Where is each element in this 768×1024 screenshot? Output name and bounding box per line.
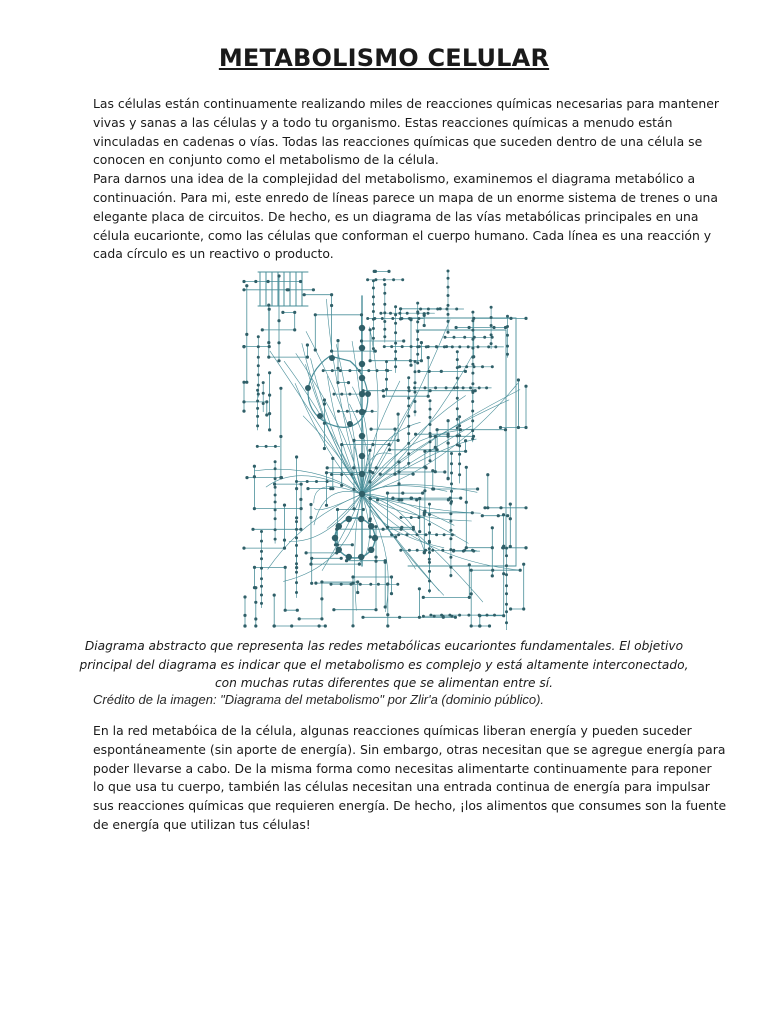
page-title: METABOLISMO CELULAR <box>218 44 550 72</box>
intro-line: cada círculo es un reactivo o producto. <box>93 246 334 262</box>
caption-line: con muchas rutas diferentes que se alimentan entre sí. <box>214 676 554 690</box>
intro-line: vinculadas en cadenas o vías. Todas las reacciones químicas que suceden dentro de una célula se <box>93 133 703 149</box>
intro-line: vivas y sanas a las células y a todo tu organismo. Estas reacciones químicas a menudo están <box>93 114 673 130</box>
intro-line: Las células están continuamente realizando miles de reacciones químicas necesarias para mantener <box>93 96 720 111</box>
closing-line: sus reacciones químicas que requieren energía. De hecho, ¡los alimentos que consumes son la fuente <box>93 798 727 814</box>
intro-line: continuación. Para mi, este enredo de líneas parece un mapa de un enorme sistema de trenes o una <box>93 189 718 205</box>
closing-line: espontáneamente (sin aporte de energía). Sin embargo, otras necesitan que se agregue energía para <box>93 741 726 757</box>
closing-paragraph <box>93 722 727 835</box>
caption-line: Diagrama abstracto que representa las redes metabólicas eucariontes fundamentales. El objetivo <box>84 639 684 653</box>
metabolism-diagram-image <box>240 266 530 630</box>
closing-line: En la red metabóica de la célula, algunas reacciones químicas liberan energía y pueden suceder <box>93 723 692 738</box>
intro-line: conocen en conjunto como el metabolismo de la célula. <box>93 152 439 168</box>
closing-line: lo que usa tu cuerpo, también las células necesitan una entrada continua de energía para impulsar <box>93 779 710 795</box>
figure-caption <box>60 637 708 693</box>
closing-line: de energía que utilizan tus células! <box>93 816 311 832</box>
intro-paragraph <box>93 95 720 264</box>
intro-line: célula eucarionte, como las células que conforman el cuerpo humano. Cada línea es una reacción y <box>93 227 712 243</box>
closing-line: poder llevarse a cabo. De la misma forma como necesitas alimentarte continuamente para reponer <box>93 760 712 776</box>
intro-line: elegante placa de circuitos. De hecho, es un diagrama de las vías metabólicas principales en una <box>93 208 699 224</box>
image-credit: Crédito de la imagen: "Diagrama del metabolismo" por Zlir'a (dominio público). <box>93 692 545 707</box>
intro-line: Para darnos una idea de la complejidad del metabolismo, examinemos el diagrama metabólico a <box>93 171 696 187</box>
caption-line: principal del diagrama es indicar que el metabolismo es complejo y está altamente interconectado, <box>79 657 689 672</box>
network-lines <box>244 271 526 630</box>
